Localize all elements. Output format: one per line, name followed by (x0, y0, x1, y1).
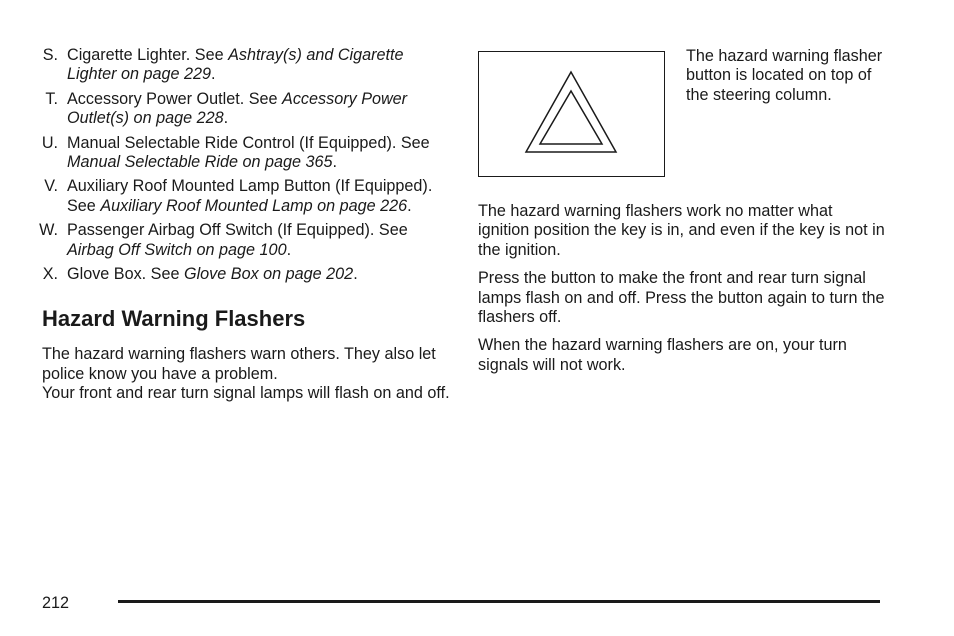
page-reference: Auxiliary Roof Mounted Lamp on page 226 (100, 196, 408, 215)
page-reference: Accessory Power Outlet(s) on page 228 (67, 89, 408, 128)
list-text: Passenger Airbag Off Switch (If Equipped). See Airbag Off Switch on page 100. (67, 221, 408, 259)
list-item (42, 134, 452, 173)
page-reference: Glove Box on page 202 (183, 265, 354, 284)
list-item (42, 46, 452, 85)
list-text: Auxiliary Roof Mounted Lamp Button (If Equipped). See Auxiliary Roof Mounted Lamp on page 226. (67, 177, 433, 215)
list-letter: T. (45, 89, 58, 108)
list-letter: X. (42, 265, 58, 284)
list-text: Accessory Power Outlet. See Accessory Power Outlet(s) on page 228. (67, 89, 408, 128)
section-paragraph: The hazard warning flashers warn others. They also let police know you have a problem. (42, 345, 436, 383)
list-letter: S. (42, 46, 58, 64)
page-reference: Ashtray(s) and Cigarette Lighter on page 229 (67, 46, 404, 84)
list-letter: V. (44, 177, 58, 196)
list-text: Cigarette Lighter. See Ashtray(s) and Cigarette Lighter on page 229. (67, 46, 404, 84)
body-paragraph: When the hazard warning flashers are on, your turn signals will not work. (478, 336, 847, 374)
list-text: Manual Selectable Ride Control (If Equipped). See Manual Selectable Ride on page 365. (67, 133, 430, 172)
list-item (42, 265, 452, 284)
page-reference: Manual Selectable Ride on page 365 (67, 153, 333, 172)
list-letter: U. (41, 133, 58, 152)
section-heading: Hazard Warning Flashers (42, 306, 306, 332)
list-item (39, 221, 452, 260)
list-item (42, 90, 452, 129)
footer-rule (118, 600, 880, 603)
body-paragraph: The hazard warning flashers work no matter what ignition position the key is in, and even if the key is not in the ignition. (478, 202, 885, 259)
body-paragraph: Press the button to make the front and rear turn signal lamps flash on and off. Press the button again to turn the flashers off. (478, 269, 885, 327)
right-column (478, 202, 888, 384)
list-item (42, 177, 452, 216)
page-number: 212 (42, 594, 70, 612)
list-text: Glove Box. See Glove Box on page 202. (67, 265, 358, 284)
left-column (39, 46, 452, 404)
hazard-triangle-icon (479, 52, 664, 176)
figure-caption: The hazard warning flasher button is located on top of the steering column. (686, 47, 883, 104)
section-paragraph: Your front and rear turn signal lamps will flash on and off. (42, 384, 450, 403)
list-letter: W. (39, 221, 58, 240)
page-reference: Airbag Off Switch on page 100 (67, 240, 287, 259)
hazard-figure (478, 51, 665, 177)
